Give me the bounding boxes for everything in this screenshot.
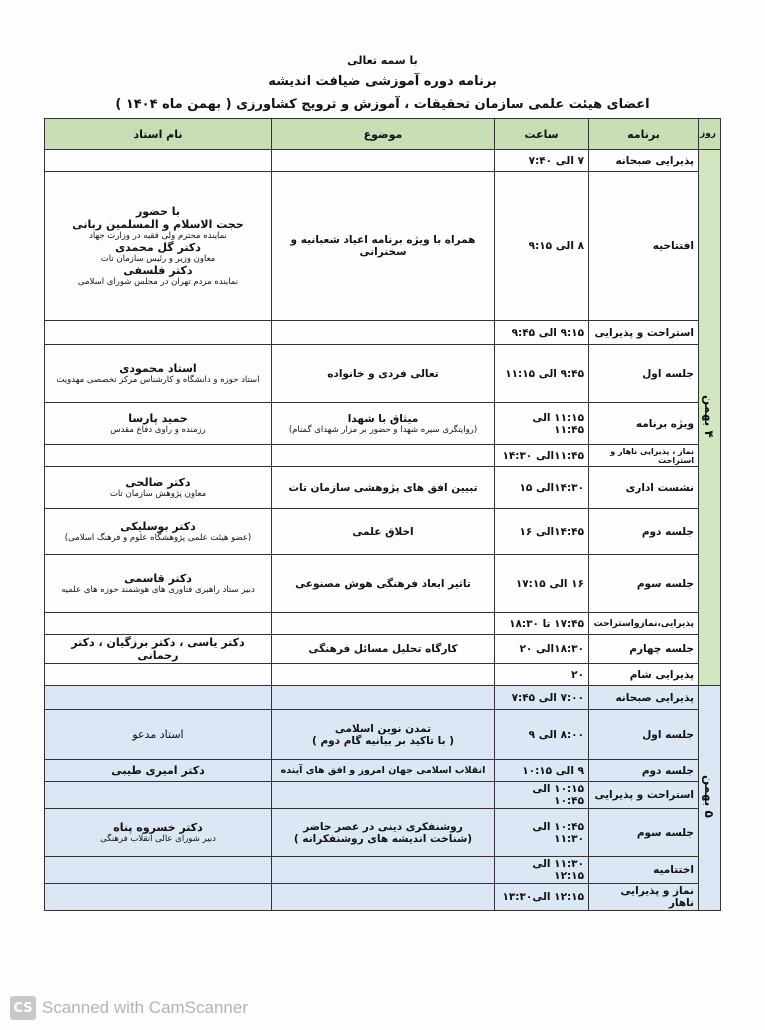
table-row (45, 445, 721, 467)
topic-cell (272, 403, 495, 445)
header-subtitle: اعضای هیئت علمی سازمان تحقیقات ، آموزش و ترویج کشاورزی ( بهمن ماه ۱۴۰۴ ) (115, 97, 650, 112)
table-row (45, 555, 721, 613)
day-cell-2 (699, 686, 721, 911)
teacher-desc: رزمنده و راوی دفاع مقدس (110, 425, 206, 435)
time-cell: ۱۲:۱۵ الی۱۳:۳۰ (495, 884, 589, 911)
camscanner-watermark (10, 996, 248, 1020)
topic-cell: تعالی فردی و خانواده (272, 345, 495, 403)
table-row (45, 172, 721, 321)
table-row (45, 509, 721, 555)
topic-cell: همراه با ویژه برنامه اعیاد شعبانیه و سخنرانی (272, 172, 495, 321)
table-row (45, 686, 721, 710)
time-cell: ۸:۰۰ الی ۹ (495, 710, 589, 760)
teacher-cell (45, 467, 272, 509)
program-cell: نماز ، پذیرایی ناهار و استراحت (589, 445, 699, 467)
program-cell: ویژه برنامه (589, 403, 699, 445)
time-cell: ۹:۱۵ الی ۹:۴۵ (495, 321, 589, 345)
table-row (45, 635, 721, 664)
teacher-cell (45, 760, 272, 782)
program-cell: جلسه چهارم (589, 635, 699, 664)
program-cell: جلسه سوم (589, 555, 699, 613)
time-cell: ۱۴:۳۰الی ۱۵ (495, 467, 589, 509)
program-cell: استراحت و پذیرایی (589, 782, 699, 809)
table-row (45, 760, 721, 782)
topic-subtitle: ( با تاکید بر بیانیه گام دوم ) (311, 734, 454, 747)
teacher-name: دکتر فلسفی (123, 264, 193, 277)
schedule-table (44, 118, 721, 911)
topic-subtitle: (شناخت اندیشه های روشنفکرانه ) (293, 832, 473, 845)
teacher-cell (45, 809, 272, 857)
col-topic: موضوع (272, 119, 495, 150)
table-row (45, 782, 721, 809)
table-row (45, 710, 721, 760)
time-cell: ۱۱:۱۵ الی ۱۱:۴۵ (495, 403, 589, 445)
time-cell: ۱۱:۳۰ الی ۱۲:۱۵ (495, 857, 589, 884)
time-cell: ۱۶ الی ۱۷:۱۵ (495, 555, 589, 613)
time-cell: ۷ الی ۷:۴۰ (495, 150, 589, 172)
time-cell: ۱۰:۱۵ الی ۱۰:۴۵ (495, 782, 589, 809)
program-cell: نشست اداری (589, 467, 699, 509)
teacher-name: دکتر امیری طیبی (111, 764, 205, 777)
program-cell: پذیرایی شام (589, 664, 699, 686)
intro-text: با حضور (135, 205, 181, 218)
program-cell: پذیرایی صبحانه (589, 686, 699, 710)
program-cell: جلسه اول (589, 710, 699, 760)
table-row (45, 467, 721, 509)
day-cell-1 (699, 150, 721, 686)
program-cell: جلسه سوم (589, 809, 699, 857)
camscanner-text: Scanned with CamScanner (42, 998, 249, 1017)
program-cell: افتتاحیه (589, 172, 699, 321)
col-program: برنامه (589, 119, 699, 150)
table-row (45, 613, 721, 635)
time-cell: ۱۴:۴۵الی ۱۶ (495, 509, 589, 555)
topic-title: تمدن نوین اسلامی (334, 722, 432, 735)
program-cell: پذیرایی صبحانه (589, 150, 699, 172)
time-cell: ۸ الی ۹:۱۵ (495, 172, 589, 321)
header-title: برنامه دوره آموزشی ضیافت اندیشه (268, 74, 497, 89)
time-cell: ۱۱:۴۵الی ۱۴:۳۰ (495, 445, 589, 467)
program-cell: اختتامیه (589, 857, 699, 884)
teacher-name: استاد محمودی (119, 362, 197, 375)
topic-cell: کارگاه تحلیل مسائل فرهنگی (272, 635, 495, 664)
teacher-cell (45, 345, 272, 403)
time-cell: ۹:۴۵ الی ۱۱:۱۵ (495, 345, 589, 403)
teacher-name: دکتر بوسلیکی (120, 520, 196, 533)
topic-cell: تاثیر ابعاد فرهنگی هوش مصنوعی (272, 555, 495, 613)
time-cell: ۲۰ (495, 664, 589, 686)
table-row (45, 345, 721, 403)
program-cell: جلسه دوم (589, 509, 699, 555)
table-row (45, 321, 721, 345)
header-row (45, 119, 721, 150)
teacher-name: دکتر یاسی ، دکتر برزگیان ، دکتر رحمانی (71, 636, 245, 662)
table-row (45, 809, 721, 857)
teacher-cell (45, 172, 272, 321)
program-cell: جلسه دوم (589, 760, 699, 782)
topic-title: میثاق با شهدا (347, 412, 419, 425)
teacher-desc: دبیر ستاد راهبری فناوری های هوشمند حوزه های علمیه (61, 585, 255, 595)
topic-title: روشنفکری دینی در عصر حاضر (303, 820, 463, 833)
topic-cell: اخلاق علمی (272, 509, 495, 555)
topic-cell (272, 809, 495, 857)
header-basmala: با سمه تعالی (347, 54, 418, 67)
time-cell: ۱۸:۳۰الی ۲۰ (495, 635, 589, 664)
teacher-name: دکتر گل محمدی (115, 241, 201, 254)
teacher-cell (45, 710, 272, 760)
table-row (45, 664, 721, 686)
day-label-2: ۵ بهمن (702, 775, 716, 818)
teacher-name: حجت الاسلام و المسلمین ربانی (72, 218, 244, 231)
col-day: روز (699, 119, 721, 150)
col-teacher: نام استاد (45, 119, 272, 150)
teacher-cell (45, 403, 272, 445)
teacher-cell (45, 509, 272, 555)
topic-cell: تبیین افق های پژوهشی سازمان تات (272, 467, 495, 509)
table-row (45, 150, 721, 172)
teacher-desc: استاد حوزه و دانشگاه و کارشناس مرکز تخصصی مهدویت (56, 375, 260, 385)
table-row (45, 857, 721, 884)
teacher-desc: دبیر شورای عالی انقلاب فرهنگی (100, 834, 216, 844)
day-label-1: ۴ بهمن (702, 394, 716, 438)
teacher-name: دکتر خسروه پناه (113, 821, 203, 834)
teacher-name: حمید پارسا (128, 412, 188, 425)
program-cell: نماز و پذیرایی ناهار (589, 884, 699, 911)
program-cell: جلسه اول (589, 345, 699, 403)
program-cell: استراحت و پذیرایی (589, 321, 699, 345)
teacher-name: دکتر صالحی (125, 476, 191, 489)
program-cell: پذیرایی،نمازواستراحت (589, 613, 699, 635)
teacher-desc: نماینده محترم ولی فقیه در وزارت جهاد (89, 231, 227, 241)
teacher-name: دکتر قاسمی (124, 572, 192, 585)
topic-note: (روایتگری سیره شهدا و حضور بر مزار شهدای گمنام) (288, 424, 478, 435)
camscanner-logo: CS (10, 996, 36, 1020)
topic-cell (272, 710, 495, 760)
table-row (45, 884, 721, 911)
teacher-cell (45, 555, 272, 613)
teacher-desc: نماینده مردم تهران در مجلس شورای اسلامی (77, 277, 239, 287)
col-time: ساعت (495, 119, 589, 150)
teacher-cell (45, 635, 272, 664)
time-cell: ۹ الی ۱۰:۱۵ (495, 760, 589, 782)
teacher-desc: معاون پژوهش سازمان تات (109, 489, 207, 499)
time-cell: ۷:۰۰ الی ۷:۴۵ (495, 686, 589, 710)
topic-cell: انقلاب اسلامی جهان امروز و افق های آینده (272, 760, 495, 782)
time-cell: ۱۷:۴۵ تا ۱۸:۳۰ (495, 613, 589, 635)
teacher-desc: (عضو هیئت علمی پژوهشگاه علوم و فرهنگ اسلامی) (64, 533, 252, 543)
teacher-desc: معاون وزیر و رئیس سازمان تات (100, 254, 216, 264)
time-cell: ۱۰:۴۵ الی ۱۱:۳۰ (495, 809, 589, 857)
table-row (45, 403, 721, 445)
teacher-name: استاد مدعو (132, 728, 184, 741)
